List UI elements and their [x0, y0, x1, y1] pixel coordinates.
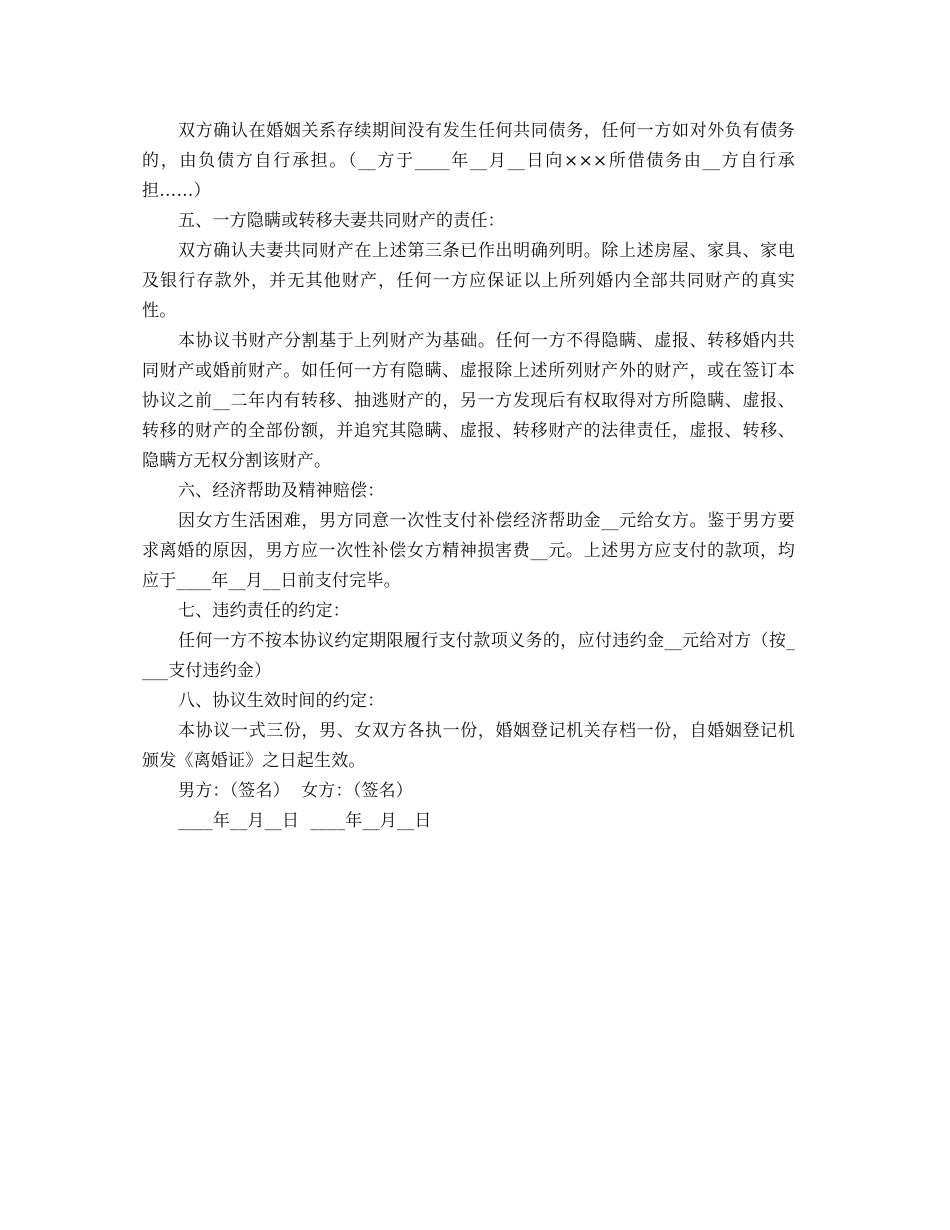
property-confirmation-paragraph: 双方确认夫妻共同财产在上述第三条已作出明确列明。除上述房屋、家具、家电及银行存款外，并无其他财产，任何一方应保证以上所列婚内全部共同财产的真实性。 [142, 241, 795, 321]
effective-paragraph: 本协议一式三份，男、女双方各执一份，婚姻登记机关存档一份，自婚姻登记机颁发《离婚证》之日起生效。 [142, 721, 795, 771]
section-heading-5: 五、一方隐瞒或转移夫妻共同财产的责任： [178, 211, 505, 231]
breach-paragraph: 任何一方不按本协议约定期限履行支付款项义务的，应付违约金__元给对方（按____支付违约金） [142, 631, 795, 681]
section-heading-6: 六、经济帮助及精神赔偿： [178, 481, 385, 501]
section-heading-8: 八、协议生效时间的约定： [178, 691, 385, 711]
property-division-paragraph: 本协议书财产分割基于上列财产为基础。任何一方不得隐瞒、虚报、转移婚内共同财产或婚前财产。如任何一方有隐瞒、虚报除上述所列财产外的财产，或在签订本协议之前__二年内有转移、抽逃财产的，另一方发现后有权取得对方所隐瞒、虚报、转移的财产的全部份额，并追究其隐瞒、虚报、转移财产的法律责任，虚报、转移、隐瞒方无权分割该财产。 [142, 331, 795, 471]
signature-line: 男方：（签名） 女方：（签名） [178, 781, 414, 801]
document-page [142, 116, 795, 836]
date-line: ____年__月__日 ____年__月__日 [178, 811, 432, 831]
section-heading-7: 七、违约责任的约定： [178, 601, 350, 621]
compensation-paragraph: 因女方生活困难，男方同意一次性支付补偿经济帮助金__元给女方。鉴于男方要求离婚的原因，男方应一次性补偿女方精神损害费__元。上述男方应支付的款项，均应于____年__月__日前支付完毕。 [142, 511, 795, 591]
debt-paragraph: 双方确认在婚姻关系存续期间没有发生任何共同债务，任何一方如对外负有债务的，由负债方自行承担。（__方于____年__月__日向×××所借债务由__方自行承担……） [142, 121, 795, 201]
